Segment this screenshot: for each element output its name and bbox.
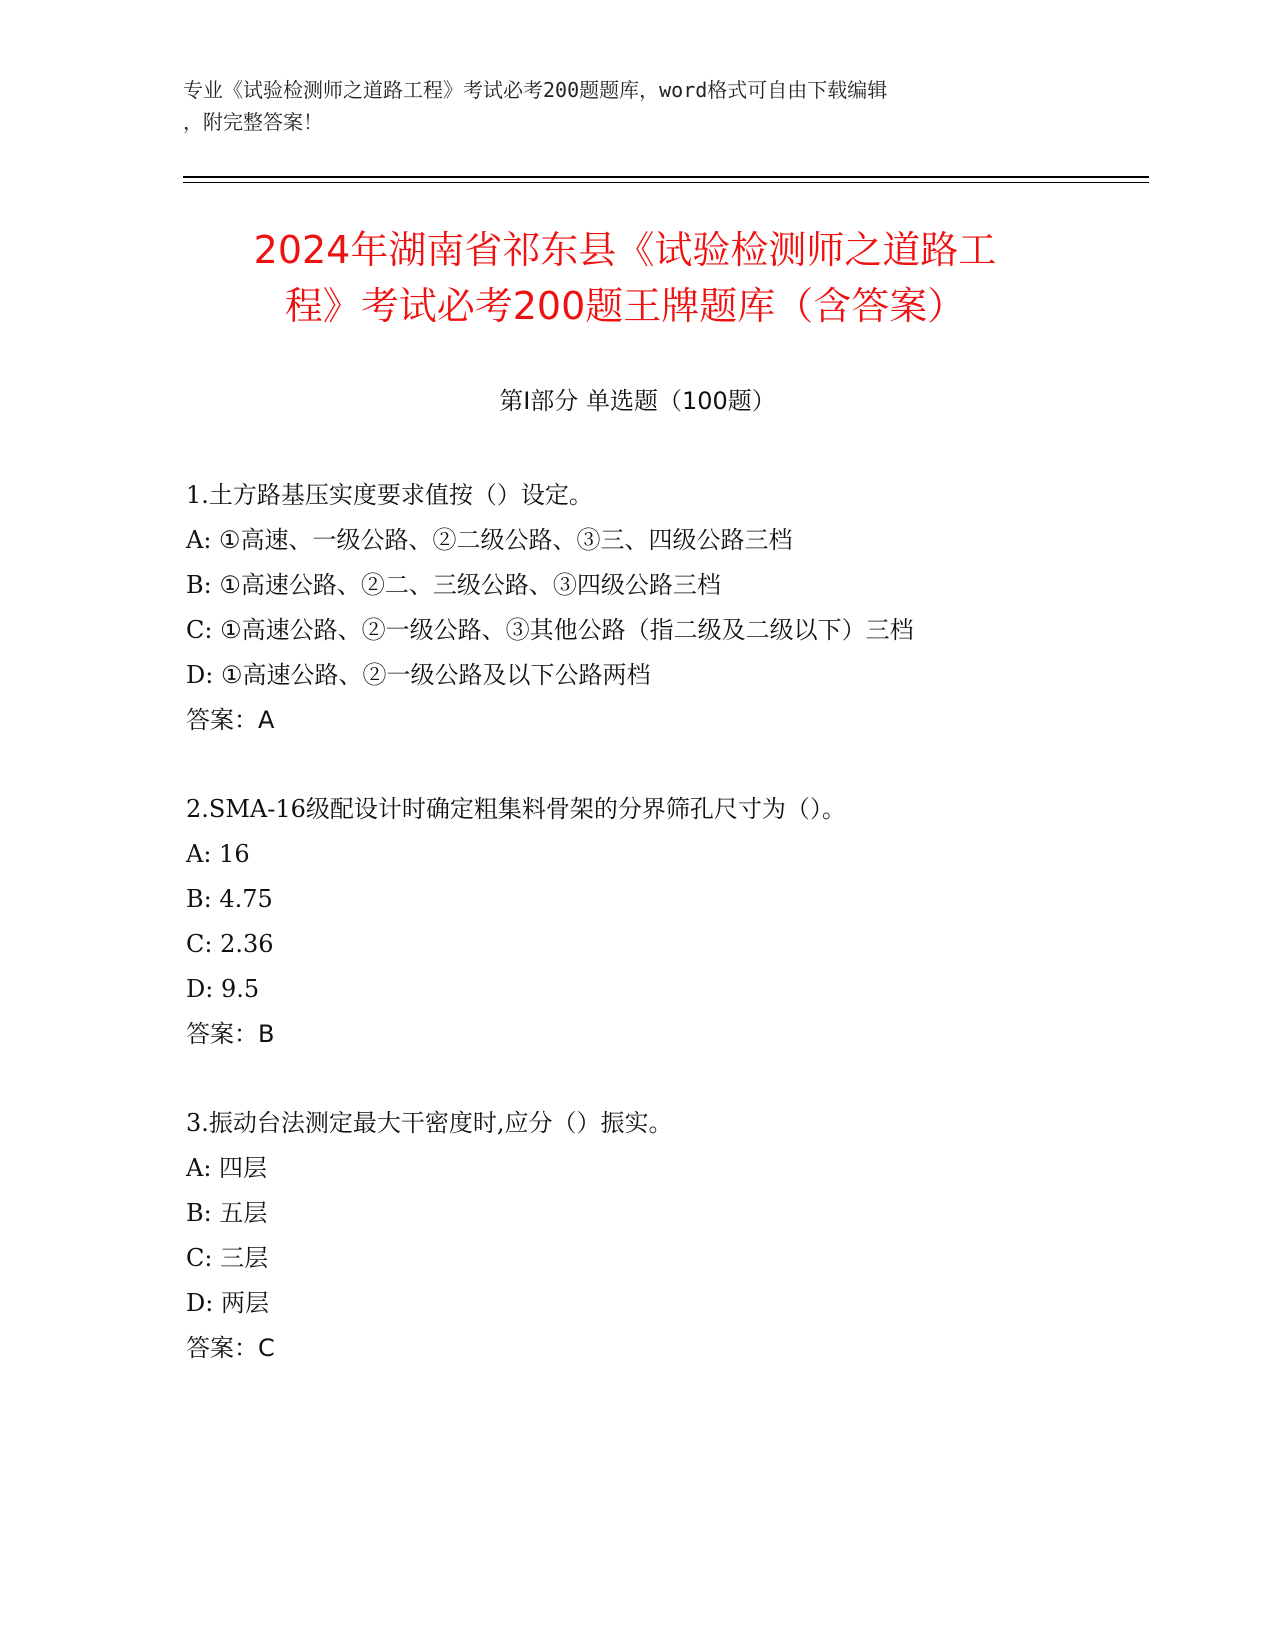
option-b: B: 4.75	[186, 885, 273, 913]
option-c: C: 三层	[186, 1244, 269, 1272]
document-title-line-2: 程》考试必考200题王牌题库（含答案）	[284, 284, 966, 328]
header-note-line-1: 专业《试验检测师之道路工程》考试必考200题题库，word格式可自由下载编辑	[183, 78, 888, 102]
option-a: A: 四层	[186, 1154, 268, 1182]
document-title-line-1: 2024年湖南省祁东县《试验检测师之道路工	[253, 228, 997, 272]
option-d: D: 两层	[186, 1289, 269, 1317]
question-3	[186, 1101, 1136, 1371]
header-rule-thin	[183, 182, 1149, 183]
option-d: D: ①高速公路、②一级公路及以下公路两档	[186, 661, 651, 689]
header-rule-thick	[183, 176, 1149, 178]
answer-label: 答案：C	[186, 1334, 275, 1362]
answer-label: 答案：A	[186, 706, 275, 734]
question-stem: 1.土方路基压实度要求值按（）设定。	[186, 481, 593, 509]
answer-label: 答案：B	[186, 1020, 275, 1048]
document-title	[160, 222, 1090, 334]
section-heading: 第Ⅰ部分 单选题（100题）	[499, 387, 776, 415]
question-1	[186, 473, 1136, 743]
header-note	[183, 74, 1063, 138]
question-2	[186, 787, 1136, 1057]
question-stem: 3.振动台法测定最大干密度时,应分（）振实。	[186, 1109, 673, 1137]
option-d: D: 9.5	[186, 975, 260, 1003]
option-a: A: 16	[186, 840, 250, 868]
question-list	[186, 473, 1136, 1415]
option-b: B: 五层	[186, 1199, 268, 1227]
option-c: C: 2.36	[186, 930, 274, 958]
option-c: C: ①高速公路、②一级公路、③其他公路（指二级及二级以下）三档	[186, 616, 914, 644]
option-b: B: ①高速公路、②二、三级公路、③四级公路三档	[186, 571, 721, 599]
header-note-line-2: ，附完整答案！	[183, 110, 323, 134]
question-stem: 2.SMA-16级配设计时确定粗集料骨架的分界筛孔尺寸为（）。	[186, 795, 846, 823]
option-a: A: ①高速、一级公路、②二级公路、③三、四级公路三档	[186, 526, 793, 554]
